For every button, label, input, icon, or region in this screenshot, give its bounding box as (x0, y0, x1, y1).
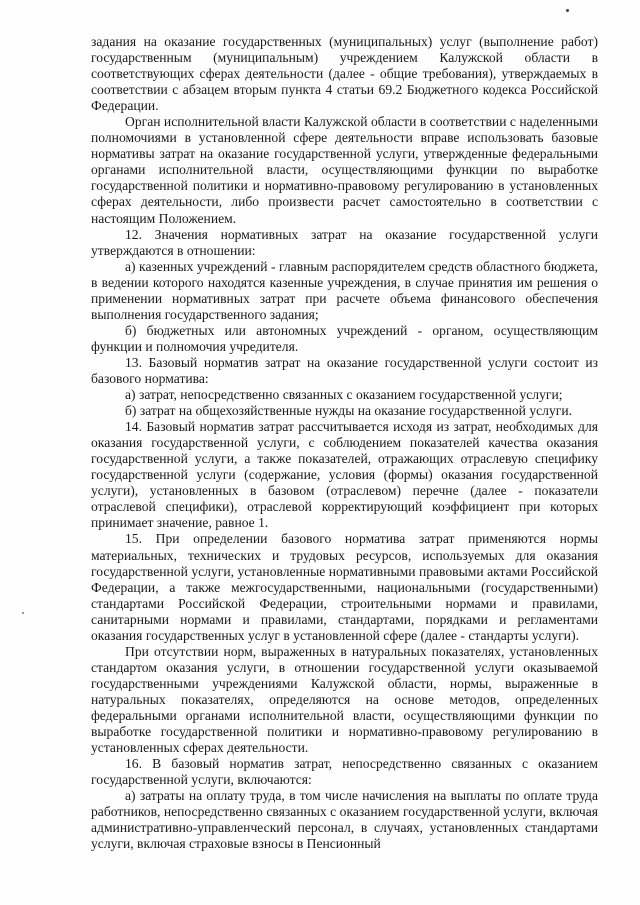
paragraph-item-16-a: а) затраты на оплату труда, в том числе начисления на выплаты по оплате труда работников, непосредственно связанных с оказанием государственной услуги, включая административно-управленческий персонал, в случаях, установленных стандартами услуги, включая страховые взносы в Пенсионный (91, 788, 598, 852)
paragraph-item-14: 14. Базовый норматив затрат рассчитывается исходя из затрат, необходимых для оказания государственной услуги, с соблюдением показателей качества оказания государственной услуги, а также показателей, отражающих отраслевую специфику государственной услуги (содержание, условия (формы) оказания государственной услуги), установленных в базовом (отраслевом) перечне (далее - показатели отраслевой специфики), отраслевой корректирующий коэффициент при которых принимает значение, равное 1. (91, 419, 598, 531)
paragraph-executive-authority: Орган исполнительной власти Калужской области в соответствии с наделенными полномочиями в установленной сфере деятельности вправе использовать базовые нормативы затрат на оказание государственной услуги, утвержденные федеральными органами исполнительной власти, осуществляющими функции по выработке государственной политики и нормативно-правовому регулированию в установленных сферах деятельности, либо произвести расчет самостоятельно в соответствии с настоящим Положением. (91, 114, 598, 226)
paragraph-item-13: 13. Базовый норматив затрат на оказание государственной услуги состоит из базового норматива: (91, 354, 598, 386)
margin-speck-mark (22, 612, 24, 614)
paragraph-continuation: задания на оказание государственных (муниципальных) услуг (выполнение работ) государственным (муниципальным) учреждением Калужской области в соответствующих сферах деятельности (далее - общие требования), утверждаемых в соответствии с абзацем вторым пункта 4 статьи 69.2 Бюджетного кодекса Российской Федерации. (91, 34, 598, 114)
paragraph-item-15: 15. При определении базового норматива затрат применяются нормы материальных, технических и трудовых ресурсов, используемых для оказания государственной услуги, установленные нормативными правовыми актами Российской Федерации, а также межгосударственными, национальными (государственными) стандартами Российской Федерации, строительными нормами и правилами, санитарными нормами и правилами, стандартами, порядками и регламентами оказания государственных услуг в установленной сфере (далее - стандарты услуги). (91, 531, 598, 643)
paragraph-item-16: 16. В базовый норматив затрат, непосредственно связанных с оказанием государственной услуги, включаются: (91, 756, 598, 788)
paragraph-item-12-b: б) бюджетных или автономных учреждений - органом, осуществляющим функции и полномочия учредителя. (91, 322, 598, 354)
paragraph-item-12-a: а) казенных учреждений - главным распорядителем средств областного бюджета, в ведении которого находятся казенные учреждения, в случае принятия им решения о применении нормативных затрат при расчете объема финансового обеспечения выполнения государственного задания; (91, 258, 598, 322)
document-body (91, 34, 598, 852)
paragraph-item-13-a: а) затрат, непосредственно связанных с оказанием государственной услуги; (125, 387, 563, 403)
paragraph-item-13-b: б) затрат на общехозяйственные нужды на оказание государственной услуги. (125, 403, 572, 419)
paragraph-item-12: 12. Значения нормативных затрат на оказание государственной услуги утверждаются в отношении: (91, 226, 598, 258)
paragraph-item-15-absence-of-norms: При отсутствии норм, выраженных в натуральных показателях, установленных стандартом оказания услуги, в отношении государственной услуги оказываемой государственными учреждениями Калужской области, нормы, выраженные в натуральных показателях, определяются на основе методов, определенных федеральными органами исполнительной власти, осуществляющими функции по выработке государственной политики и нормативно-правовому регулированию в установленных сферах деятельности. (91, 643, 598, 756)
scan-dot-mark (566, 9, 569, 12)
